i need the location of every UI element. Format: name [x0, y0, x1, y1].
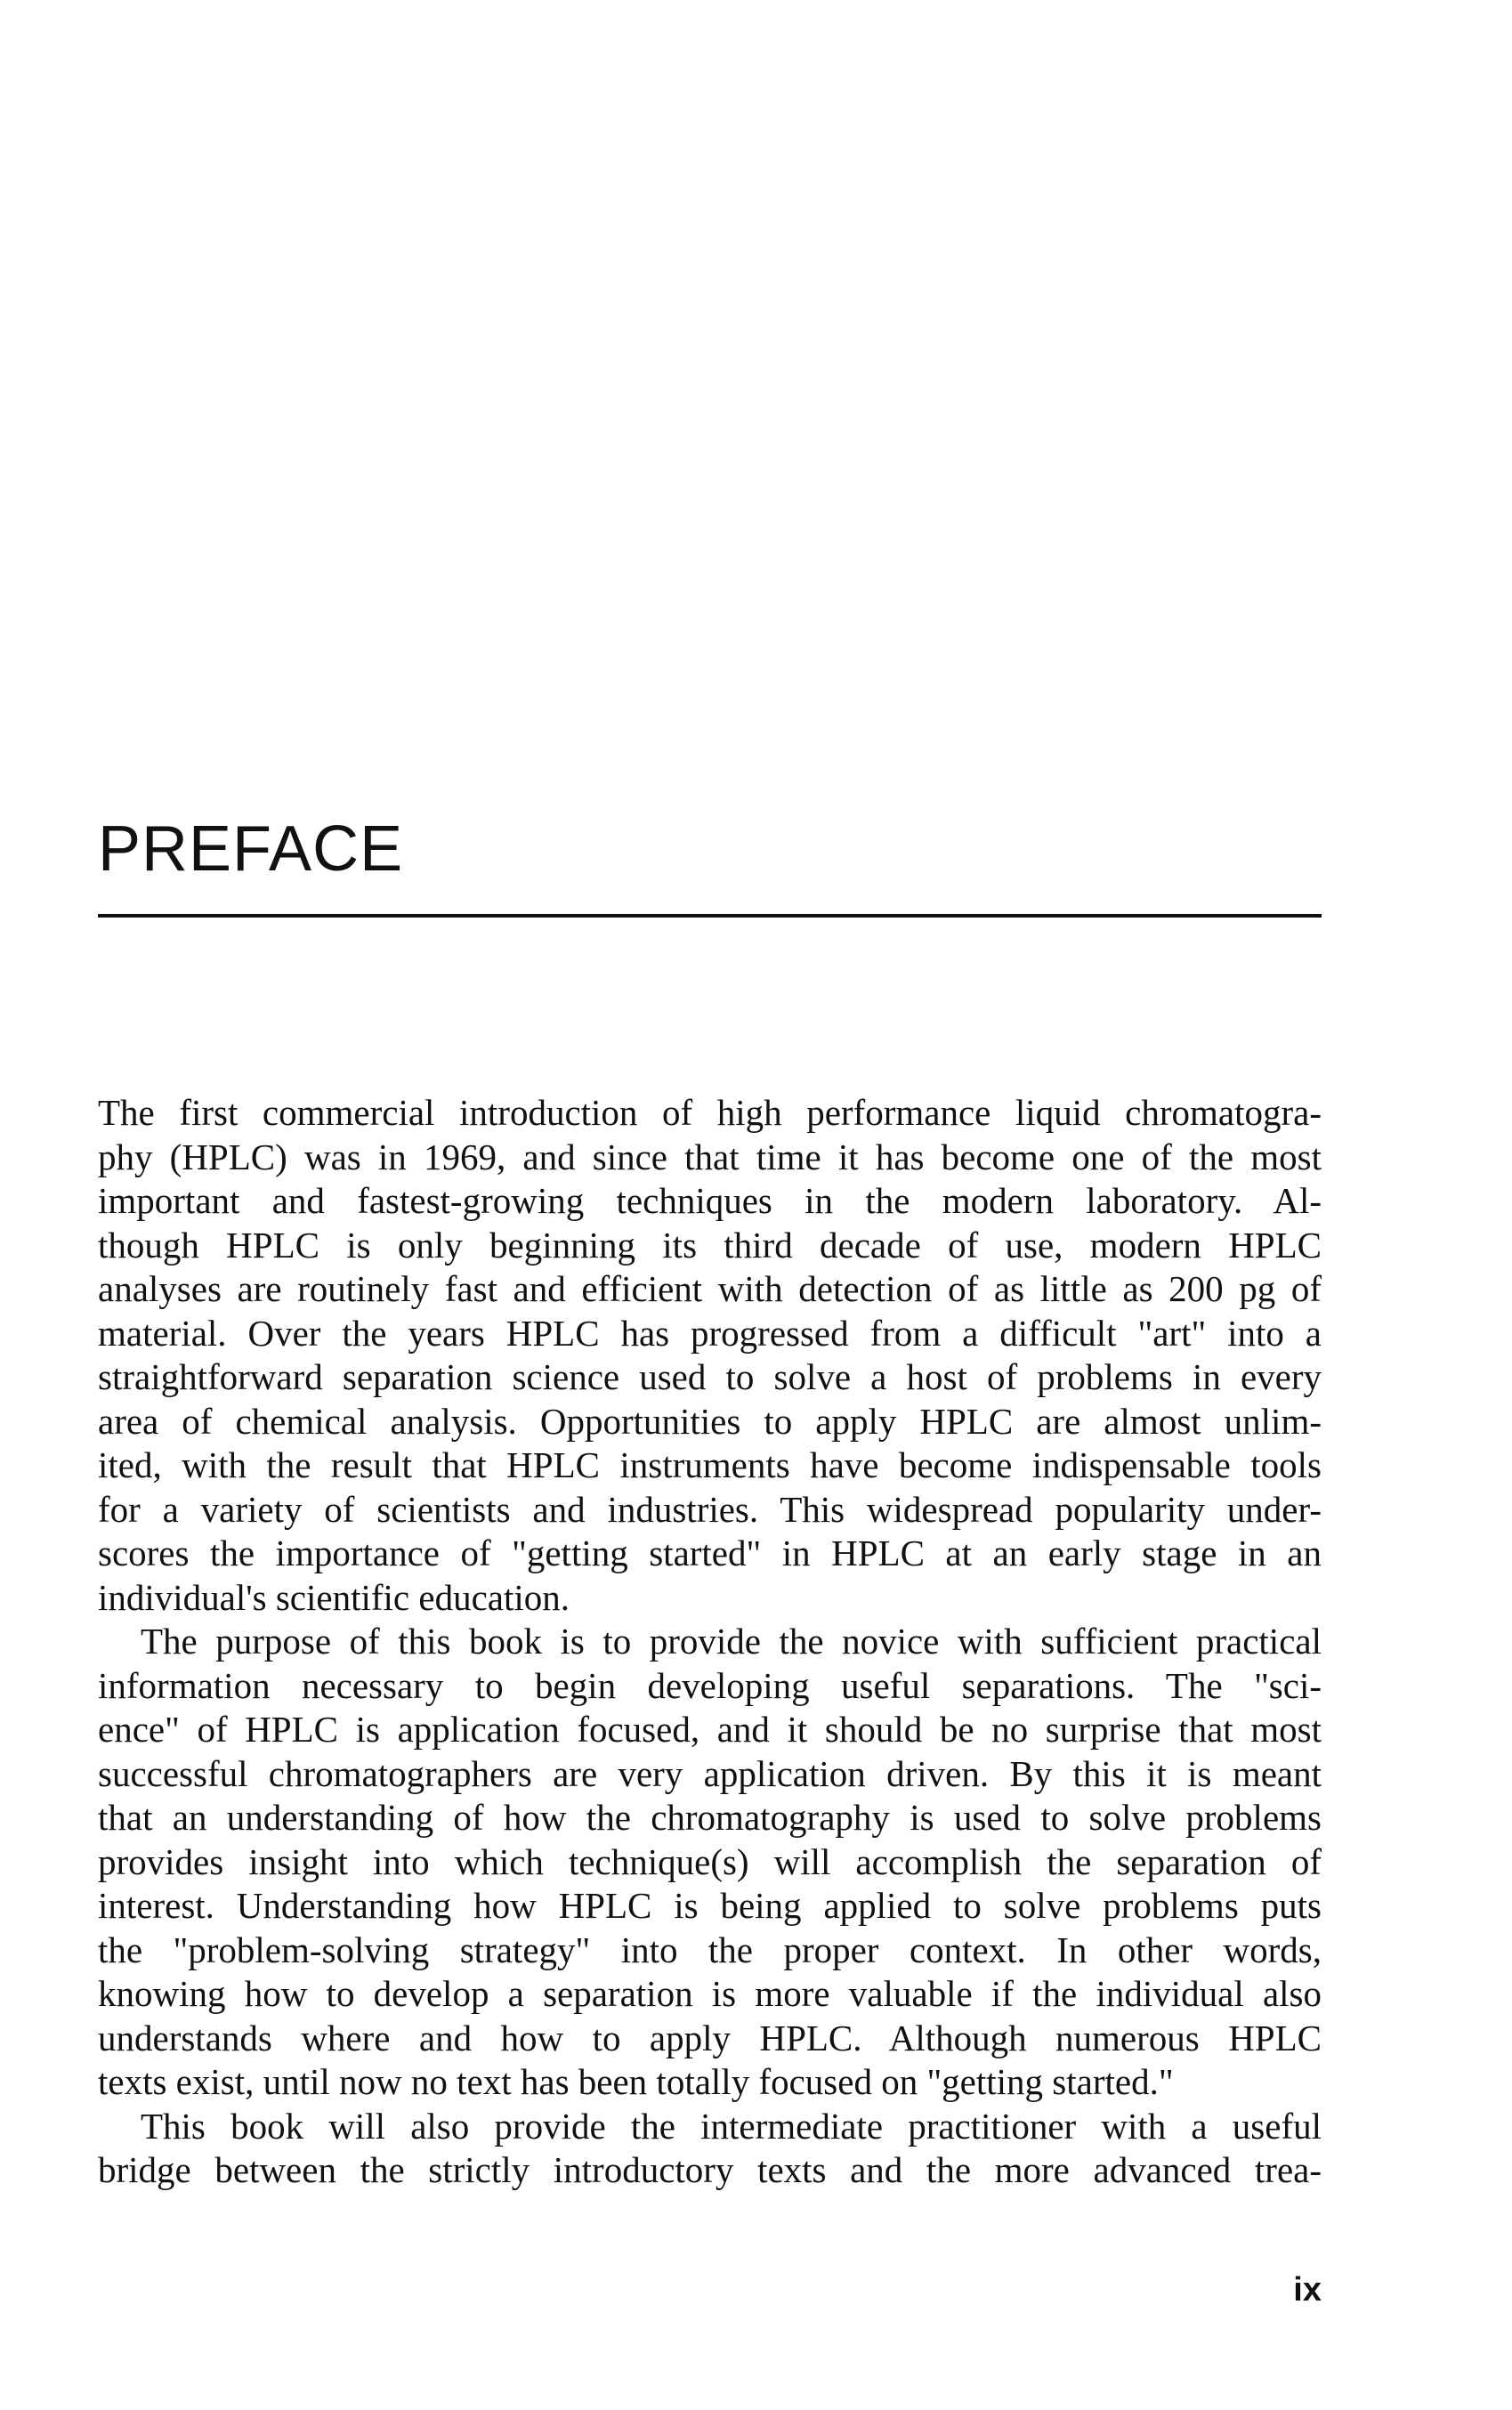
chapter-title: PREFACE: [98, 813, 404, 885]
text-line: knowing how to develop a separation is more valuable if the individual also: [98, 1973, 1322, 2014]
text-line: area of chemical analysis. Opportunities to apply HPLC are almost unlim-: [98, 1400, 1322, 1442]
text-line: scores the importance of "getting started" in HPLC at an early stage in an: [98, 1533, 1322, 1573]
text-line: important and fastest-growing techniques in the modern laboratory. Al-: [98, 1180, 1322, 1221]
text-line: understands where and how to apply HPLC. Although numerous HPLC: [98, 2017, 1322, 2058]
paragraph-3: [98, 2105, 1322, 2193]
text-line: texts exist, until now no text has been totally focused on "getting started.": [98, 2061, 1174, 2102]
text-line: that an understanding of how the chromatography is used to solve problems: [98, 1797, 1322, 1838]
text-line: information necessary to begin developing useful separations. The "sci-: [98, 1664, 1322, 1706]
page-number: ix: [1293, 2271, 1322, 2309]
title-rule: [98, 914, 1322, 918]
text-line: though HPLC is only beginning its third decade of use, modern HPLC: [98, 1224, 1322, 1266]
text-line: provides insight into which technique(s) will accomplish the separation of: [98, 1840, 1322, 1882]
text-line: This book will also provide the intermediate practitioner with a useful: [141, 2105, 1322, 2147]
body-text: [98, 1091, 1322, 2193]
text-line: The purpose of this book is to provide the novice with sufficient practical: [141, 1621, 1322, 1662]
text-line: straightforward separation science used to solve a host of problems in every: [98, 1356, 1322, 1397]
text-line: individual's scientific education.: [98, 1576, 570, 1618]
text-line: bridge between the strictly introductory texts and the more advanced trea-: [98, 2149, 1322, 2190]
text-line: ence" of HPLC is application focused, and it should be no surprise that most: [98, 1709, 1322, 1750]
paragraph-1: [98, 1091, 1322, 1620]
text-line: The first commercial introduction of high performance liquid chromatogra-: [98, 1092, 1322, 1133]
paragraph-2: [98, 1620, 1322, 2105]
text-line: the "problem-solving strategy" into the proper context. In other words,: [98, 1929, 1322, 1970]
text-line: ited, with the result that HPLC instruments have become indispensable tools: [98, 1444, 1322, 1485]
text-line: successful chromatographers are very application driven. By this it is meant: [98, 1752, 1322, 1794]
text-line: interest. Understanding how HPLC is being applied to solve problems puts: [98, 1885, 1322, 1926]
text-line: analyses are routinely fast and efficient with detection of as little as 200 pg of: [98, 1268, 1322, 1309]
text-line: material. Over the years HPLC has progressed from a difficult "art" into a: [98, 1312, 1322, 1354]
text-line: for a variety of scientists and industries. This widespread popularity under-: [98, 1488, 1322, 1530]
text-line: phy (HPLC) was in 1969, and since that time it has become one of the most: [98, 1136, 1322, 1177]
